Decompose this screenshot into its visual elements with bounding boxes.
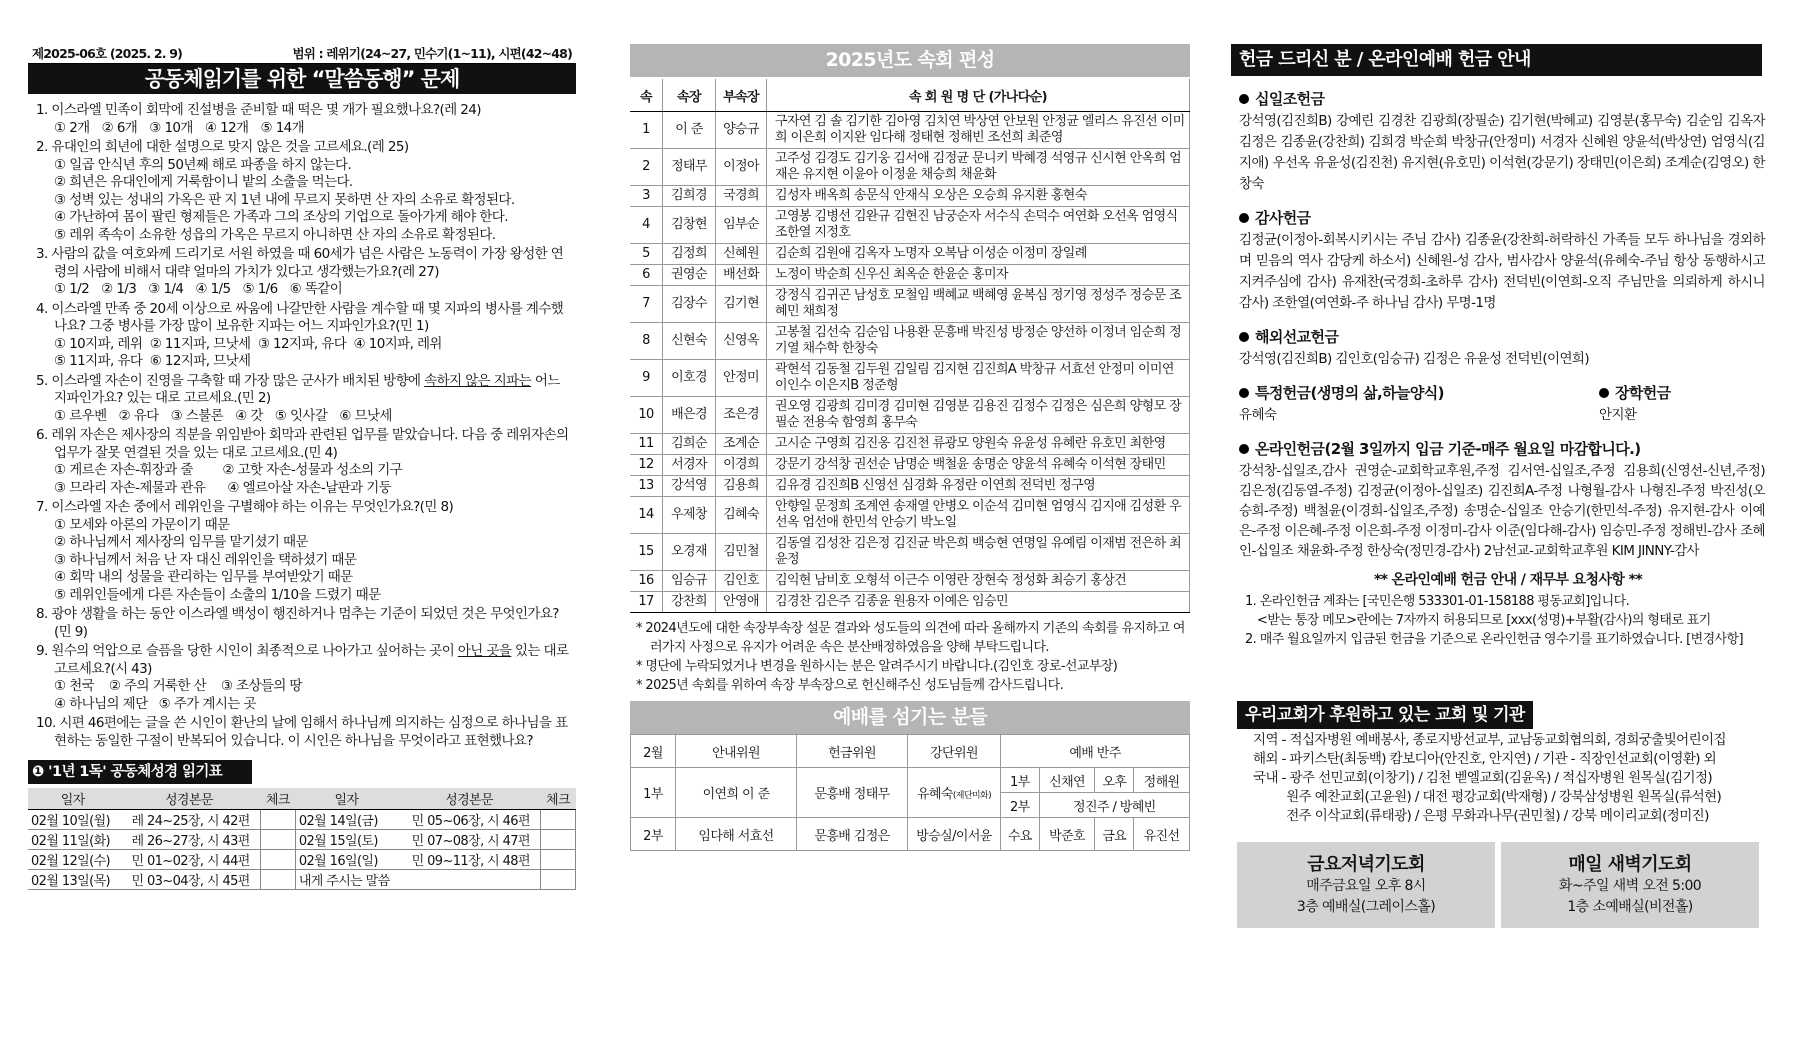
schedule-cell: 02월 16일(일)	[295, 850, 397, 870]
support-line: 원주 예찬교회(고윤원) / 대전 평강교회(박재형) / 강북삼성병원 원목실(류석현)	[1253, 789, 1722, 805]
answer-option: ② 유다	[118, 407, 159, 424]
worship-title: 예배를 섬기는 분들	[630, 701, 1190, 734]
sokhoe-cell: 17	[630, 592, 663, 613]
schedule-header-cell: 체크	[541, 788, 576, 810]
schedule-header-cell: 일자	[28, 788, 117, 810]
sokhoe-cell: 고봉철 김선숙 김순임 나용환 문흥배 박진성 방정순 양선하 이정녀 임순희 정기열 채수학 한창숙	[767, 323, 1190, 360]
note-line: * 2024년도에 대한 속장부속장 설문 결과와 성도들의 의견에 따라 올해까지 기존의 속회를 유지하고 여러가지 사정으로 유지가 어려운 속은 분산배정하였음을 양해 부탁드립니다.	[636, 621, 1185, 655]
band-r3-c4: 유진선	[1134, 818, 1190, 851]
sokhoe-row	[630, 571, 1190, 592]
sokhoe-row	[630, 265, 1190, 286]
note-line: * 명단에 누락되었거나 변경을 원하시는 분은 알려주시기 바랍니다.(김인호 장로-선교부장)	[636, 659, 1118, 674]
friday-prayer-time: 매주금요일 오후 8시	[1306, 878, 1426, 894]
band-r1-c2: 신채연	[1039, 768, 1095, 793]
support-title: 우리교회가 후원하고 있는 교회 및 기관	[1237, 701, 1533, 729]
offering-section-title-text: 감사헌금	[1255, 209, 1311, 227]
sokhoe-row	[630, 286, 1190, 323]
answer-line: ⑤ 레위 족속이 소유한 성읍의 가옥은 무르지 아니하면 산 자의 소유로 확정된다.	[54, 226, 496, 243]
support-line: 전주 이삭교회(류태광) / 은평 무화과나무(권민철) / 강북 메이리교회(정미진)	[1253, 808, 1709, 824]
offering-section-body: 김정균(이정아-회복시키시는 주님 감사) 김종윤(강찬희-허락하신 가족들 모두 하나님을 경외하며 믿음의 역사 감당케 하소서) 신혜원-성 감사, 범사감사 양윤석(유혜숙-주님 항상 동행하시고 지켜주심에 감사) 유재찬(국경희-초하루 감사) 전덕빈(이연희-오직 주님만을 의뢰하게 하시니 감사) 조한열(여연화-주 하나님 감사) 무명-1명	[1239, 232, 1765, 311]
friday-prayer-box	[1237, 842, 1495, 928]
bullet-icon	[1239, 332, 1249, 342]
schedule-cell: 민 09~11장, 시 48편	[398, 850, 541, 870]
sokhoe-cell: 안정미	[716, 360, 767, 397]
sokhoe-cell: 안향일 문정희 조계연 송재열 안병오 이순석 김미현 엄영식 김지애 김성환 우선옥 엄선애 한민석 안승기 박노일	[767, 497, 1190, 534]
schedule-cell: 내게 주시는 말씀	[295, 870, 397, 890]
altar-service-1	[908, 768, 1001, 818]
sokhoe-row	[630, 112, 1190, 149]
sokhoe-row	[630, 592, 1190, 613]
question-text-part: 있는 대로 고르세요?(시 43)	[54, 643, 569, 677]
sokhoe-cell: 조은경	[716, 397, 767, 434]
scholarship-offering	[1591, 382, 1671, 426]
sokhoe-cell: 김정희	[663, 244, 716, 265]
sokhoe-cell: 조계순	[716, 434, 767, 455]
sokhoe-cell: 김동열 김성찬 김은정 김진균 박은희 백승현 연명일 유예림 이재범 전은하 최윤정	[767, 534, 1190, 571]
schedule-header-cell: 일자	[295, 788, 397, 810]
friday-prayer-place: 3층 예배실(그레이스홀)	[1296, 899, 1436, 915]
dawn-prayer-box	[1501, 842, 1759, 928]
sokhoe-row	[630, 149, 1190, 186]
answer-option: ① 1/2	[54, 281, 90, 297]
worship-service-2: 2부	[631, 818, 676, 851]
answer-line: ① 일곱 안식년 후의 50년째 해로 파종을 하지 않는다.	[54, 156, 352, 173]
online-offering-body: 강석창-십일조,감사 권영순-교회학교후원,주정 김서연-십일조,주정 김용희(신영선-신년,주정) 김은정(김동열-주정) 김정균(이정아-십일조) 김진희A-주정 나형월-감사 나형진-주정 박진성(오승희-주정) 백철윤(이경희-십일조,주정) 송명순-십일조 안승기(한민석-주정) 유지현-감사 이예은-주정 이은혜-주정 이은희-주정 이정미-감사 이준(임다해-감사) 임승민-주정 정해빈-감사 조혜인-십일조 채윤화-주정 한상숙(정민경-감사) 2남선교-교회학교후원 KIM JINNY-감사	[1239, 463, 1765, 559]
sokhoe-cell: 김경찬 김은주 김종윤 원용자 이예은 임승민	[767, 592, 1190, 613]
sokhoe-row	[630, 207, 1190, 244]
bullet-icon	[1599, 388, 1609, 398]
question-text-underlined: 속하지 않은 지파는	[424, 372, 532, 389]
prayer-boxes	[1237, 842, 1771, 928]
bullet-icon	[1239, 388, 1249, 398]
altar-name: 유혜숙	[916, 787, 953, 802]
question	[36, 606, 572, 641]
question-text: 4. 이스라엘 만족 중 20세 이상으로 싸움에 나갈만한 사람을 계수할 때 몇 지파의 병사를 계수했나요? 그중 병사를 가장 많이 보유한 지파는 어느 지파인가요?(민 1)	[36, 300, 564, 334]
answer-option: ③ 10개	[149, 119, 193, 136]
answer-line: ① 게르손 자손-휘장과 줄 ② 고핫 자손-성물과 성소의 기구	[54, 462, 403, 478]
schedule-cell: 02월 14일(금)	[295, 810, 397, 830]
question	[36, 427, 572, 497]
schedule-header-cell: 성경본문	[398, 788, 541, 810]
offering-section-body: 강석영(김진희B) 김인호(임승규) 김정은 유윤성 전덕빈(이연희)	[1239, 351, 1590, 367]
answer-option: ② 6개	[101, 119, 138, 136]
sokhoe-cell: 김유경 김진희B 신영선 심경화 유정란 이연희 전덕빈 정구영	[767, 476, 1190, 497]
sokhoe-cell: 권오영 김광희 김미경 김미현 김영분 김용진 김정수 김정은 심은희 양형모 장필순 전용숙 함영희 홍무숙	[767, 397, 1190, 434]
question-text: 2. 유대인의 희년에 대한 설명으로 맞지 않은 것을 고르세요.(레 25)	[36, 139, 409, 155]
sokhoe-title: 2025년도 속회 편성	[630, 44, 1190, 77]
answer-option: ⑥ 똑같이	[289, 281, 343, 297]
band-r3-c3: 금요	[1095, 818, 1134, 851]
online-notice	[1231, 571, 1771, 649]
answer-line: ① 모세와 아론의 가문이기 때문	[54, 516, 230, 533]
offering-column	[1231, 44, 1771, 928]
sokhoe-cell: 양승규	[716, 112, 767, 149]
offering-section-title-text: 해외선교헌금	[1255, 328, 1339, 346]
sokhoe-header-cell: 부속장	[716, 79, 767, 112]
sokhoe-row	[630, 244, 1190, 265]
worship-header-band: 예배 반주	[1001, 735, 1190, 768]
schedule-header-cell: 체크	[260, 788, 295, 810]
sokhoe-cell: 6	[630, 265, 663, 286]
question-text: 3. 사람의 값을 여호와께 드리기로 서원 하였을 때 60세가 넘은 사람은 노동력이 가장 왕성한 연령의 사람에 비해서 대략 얼마의 가치가 있다고 생각했는가요?(레 27)	[36, 246, 564, 280]
issue-number: 제2025-06호 (2025. 2. 9)	[32, 46, 183, 61]
schedule-header-row	[28, 788, 576, 810]
schedule-cell: 02월 11일(화)	[28, 830, 117, 850]
sokhoe-cell: 안영애	[716, 592, 767, 613]
schedule-row	[28, 850, 576, 870]
sokhoe-cell: 14	[630, 497, 663, 534]
answer-line: ② 하나님께서 제사장의 임무를 맡기셨기 때문	[54, 534, 308, 550]
sokhoe-cell: 이경희	[716, 455, 767, 476]
schedule-cell: 02월 15일(토)	[295, 830, 397, 850]
schedule-cell: 레 24~25장, 시 42편	[117, 810, 260, 830]
special-offering-title-text: 특정헌금(생명의 삶,하늘양식)	[1255, 384, 1444, 402]
offering-service-1: 문흥배 정태무	[797, 768, 908, 818]
sokhoe-cell: 8	[630, 323, 663, 360]
question	[36, 373, 572, 426]
sokhoe-cell: 10	[630, 397, 663, 434]
sokhoe-row	[630, 455, 1190, 476]
special-offering	[1231, 382, 1591, 426]
altar-service-2: 방승실/이서윤	[908, 818, 1001, 851]
sokhoe-header-row	[630, 79, 1190, 112]
sokhoe-cell: 이호경	[663, 360, 716, 397]
band-r1-c3: 오후	[1095, 768, 1134, 793]
schedule-cell	[260, 830, 295, 850]
answer-option: ③ 1/4	[148, 281, 184, 297]
answer-line: ① 천국 ② 주의 거룩한 산 ③ 조상들의 땅	[54, 678, 302, 694]
worship-table	[630, 734, 1190, 851]
schedule-cell	[260, 870, 295, 890]
schedule-cell	[541, 870, 576, 890]
schedule-row	[28, 810, 576, 830]
scholarship-title	[1599, 382, 1671, 403]
answer-option: ① 2개	[54, 119, 90, 136]
worship-header-row	[631, 735, 1190, 768]
answer-options	[36, 281, 572, 299]
schedule-cell: 민 07~08장, 시 47편	[398, 830, 541, 850]
sokhoe-cell: 7	[630, 286, 663, 323]
sokhoe-row	[630, 434, 1190, 455]
reading-schedule-table	[28, 788, 576, 890]
guide-service-2: 임다해 서효선	[676, 818, 797, 851]
bullet-icon	[1239, 94, 1249, 104]
question-text: 10. 시편 46편에는 글을 쓴 시인이 환난의 날에 임해서 하나님께 의지하는 심정으로 하나님을 표현하는 동일한 구절이 반복되어 있습니다. 이 시인은 하나님을 무엇이라고 표현했나요?	[36, 715, 568, 749]
band-r1-c1: 1부	[1001, 768, 1040, 793]
sokhoe-row	[630, 360, 1190, 397]
answer-line: ④ 하나님의 제단 ⑤ 주가 계시는 곳	[54, 695, 256, 712]
sokhoe-column	[630, 44, 1190, 851]
sokhoe-cell: 김민철	[716, 534, 767, 571]
sokhoe-cell: 15	[630, 534, 663, 571]
worship-header-month: 2월	[631, 735, 676, 768]
answer-line: ① 10지파, 레위 ② 11지파, 므낫세 ③ 12지파, 유다 ④ 10지파, 레위	[54, 335, 442, 352]
question	[36, 246, 572, 299]
schedule-cell: 02월 10일(월)	[28, 810, 117, 830]
sokhoe-cell: 구자연 김 솔 김기한 김아영 김치연 박상연 안보원 안정균 엘리스 유진선 이미희 이은희 이지완 임다해 정태현 정해빈 조선희 최준영	[767, 112, 1190, 149]
online-notice-title: ** 온라인예배 헌금 안내 / 재무부 요청사항 **	[1373, 572, 1643, 588]
bullet-icon	[1239, 444, 1249, 454]
answer-option: ⑤ 잇사갈	[274, 407, 328, 424]
band-r3-c1: 수요	[1001, 818, 1040, 851]
reading-scope: 범위 : 레위기(24~27, 민수기(1~11), 시편(42~48)	[292, 46, 572, 61]
question-text-part: 9. 원수의 억압으로 슬픔을 당한 시인이 최종적으로 나아가고 싶어하는 곳이	[36, 643, 458, 659]
offering-section	[1231, 326, 1771, 370]
sokhoe-cell: 오경재	[663, 534, 716, 571]
question-text: 7. 이스라엘 자손 중에서 레위인을 구별해야 하는 이유는 무엇인가요?(민 8)	[36, 499, 454, 515]
question-text: 8. 광야 생활을 하는 동안 이스라엘 백성이 행진하거나 멈추는 기준이 되었던 것은 무엇인가요?(민 9)	[36, 606, 559, 640]
sokhoe-cell: 3	[630, 186, 663, 207]
schedule-title-text: '1년 1독' 공동체성경 읽기표	[48, 764, 223, 780]
sokhoe-cell: 강찬희	[663, 592, 716, 613]
sokhoe-notes	[630, 619, 1190, 695]
question	[36, 643, 572, 713]
support-list	[1231, 731, 1771, 826]
sokhoe-cell: 김순희 김원애 김옥자 노명자 오복남 이성순 이정미 장일례	[767, 244, 1190, 265]
quiz-column	[28, 44, 576, 890]
schedule-cell	[398, 870, 541, 890]
question-text	[36, 643, 572, 678]
schedule-cell	[260, 850, 295, 870]
support-line: 해외 - 파키스탄(최동백) 캄보디아(안진호, 안지연) / 기관 - 직장인선교회(이영환) 외	[1253, 751, 1717, 767]
sokhoe-cell: 2	[630, 149, 663, 186]
schedule-cell	[541, 850, 576, 870]
sokhoe-cell: 노정이 박순희 신우신 최옥순 한윤순 홍미자	[767, 265, 1190, 286]
sokhoe-cell: 고시순 구영희 김진옹 김진천 류광모 양원숙 유윤성 유혜란 유호민 최한영	[767, 434, 1190, 455]
question	[36, 499, 572, 604]
schedule-cell	[541, 830, 576, 850]
schedule-cell	[260, 810, 295, 830]
scholarship-title-text: 장학헌금	[1615, 384, 1671, 402]
sokhoe-cell: 정태무	[663, 149, 716, 186]
question-list	[28, 102, 576, 750]
notice-line: <받는 통장 메모>란에는 7자까지 허용되므로 [xxx(성명)+부활(감사)의 형태로 표기	[1257, 613, 1711, 628]
sokhoe-cell: 김기현	[716, 286, 767, 323]
note-line: * 2025년 속회를 위하여 속장 부속장으로 헌신해주신 성도님들께 감사드립니다.	[636, 678, 1064, 693]
sokhoe-cell: 국경희	[716, 186, 767, 207]
answer-line: ③ 므라리 자손-제물과 관유 ④ 엘르아살 자손-날판과 기둥	[54, 479, 392, 496]
dawn-prayer-place: 1층 소예배실(비전홀)	[1567, 899, 1693, 915]
sokhoe-cell: 김혜숙	[716, 497, 767, 534]
worship-row-1	[631, 768, 1190, 793]
altar-note: (제단미화)	[952, 791, 992, 801]
notice-line: 1. 온라인헌금 계좌는 [국민은행 533301-01-158188 평동교회]입니다.	[1245, 594, 1630, 609]
sokhoe-cell: 고영봉 김병선 김완규 김현진 남궁순자 서수식 손덕수 여연화 오선옥 엄영식 조한열 지정호	[767, 207, 1190, 244]
sokhoe-cell: 9	[630, 360, 663, 397]
sokhoe-cell: 서경자	[663, 455, 716, 476]
sokhoe-cell: 김희경	[663, 186, 716, 207]
sokhoe-header-cell: 속	[630, 79, 663, 112]
worship-service-1: 1부	[631, 768, 676, 818]
answer-option: ③ 스불론	[170, 407, 224, 424]
support-line: 국내 - 광주 선민교회(이창기) / 김천 벧엘교회(김윤옥) / 적십자병원 원목실(김기정)	[1253, 770, 1713, 786]
bullet-icon	[1239, 213, 1249, 223]
sokhoe-cell: 1	[630, 112, 663, 149]
question-text	[36, 373, 572, 408]
answer-option: ④ 1/5	[195, 281, 231, 297]
sokhoe-cell: 배은경	[663, 397, 716, 434]
question-text: 1. 이스라엘 민족이 회막에 진설병을 준비할 때 떡은 몇 개가 필요했나요?(레 24)	[36, 102, 481, 118]
sokhoe-cell: 12	[630, 455, 663, 476]
schedule-cell: 민 05~06장, 시 46편	[398, 810, 541, 830]
answer-option: ⑥ 므낫세	[339, 407, 392, 424]
sokhoe-cell: 강문기 강석창 권선순 남명순 백철윤 송명순 양윤석 유혜숙 이석현 장태민	[767, 455, 1190, 476]
issue-header	[28, 44, 576, 64]
offering-service-2: 문흥배 김정은	[797, 818, 908, 851]
offering-sections	[1231, 88, 1771, 370]
schedule-cell: 02월 12일(수)	[28, 850, 117, 870]
sokhoe-cell: 김창현	[663, 207, 716, 244]
answer-option: ⑤ 1/6	[242, 281, 278, 297]
worship-header-offering: 헌금위원	[797, 735, 908, 768]
sokhoe-row	[630, 323, 1190, 360]
schedule-title	[28, 760, 252, 784]
sokhoe-cell: 김익현 남비호 오형석 이근수 이영란 장현숙 정성화 최승기 홍상건	[767, 571, 1190, 592]
sokhoe-header-cell: 속 회 원 명 단 (가나다순)	[767, 79, 1190, 112]
sokhoe-row	[630, 497, 1190, 534]
sokhoe-cell: 김희순	[663, 434, 716, 455]
answer-line: ⑤ 레위인들에게 다른 자손들이 소출의 1/10을 드렸기 때문	[54, 586, 381, 603]
support-line: 지역 - 적십자병원 예배봉사, 종로지방선교부, 교남동교회협의회, 경희궁출빛어린이집	[1253, 732, 1726, 748]
sokhoe-cell: 배선화	[716, 265, 767, 286]
sokhoe-cell: 16	[630, 571, 663, 592]
offering-section	[1231, 207, 1771, 314]
sokhoe-row	[630, 476, 1190, 497]
offering-section-title	[1239, 207, 1771, 228]
sokhoe-cell: 우제창	[663, 497, 716, 534]
sokhoe-cell: 강석영	[663, 476, 716, 497]
sokhoe-cell: 고주성 김경도 김기웅 김서애 김정균 문니키 박혜경 석영규 신시현 안옥희 엄재은 유지현 이윤아 이정윤 채승희 채윤화	[767, 149, 1190, 186]
schedule-header-cell: 성경본문	[117, 788, 260, 810]
sokhoe-cell: 김장수	[663, 286, 716, 323]
sokhoe-cell: 임부순	[716, 207, 767, 244]
offering-section-title	[1239, 326, 1771, 347]
band-r3-c2: 박준호	[1039, 818, 1095, 851]
special-offering-body: 유혜숙	[1239, 407, 1277, 423]
offering-section-body: 강석영(김진희B) 강예린 김경찬 김광희(장필순) 김기현(박혜교) 김영분(홍무숙) 김순임 김옥자 김정은 김종윤(강찬희) 김희경 박순희 박창규(안정미) 서경자 신혜원 양윤석(박상연) 엄영식(김지애) 우선옥 유윤성(김진천) 유지현(유호민) 이석현(강문기) 장태민(이은희) 조계순(김영오) 한창숙	[1239, 113, 1765, 192]
guide-service-1: 이연희 이 준	[676, 768, 797, 818]
schedule-row	[28, 870, 576, 890]
answer-option: ④ 12개	[204, 119, 249, 136]
answer-line: ② 희년은 유대인에게 거룩함이니 밭의 소출을 먹는다.	[54, 174, 353, 190]
answer-line: ④ 회막 내의 성물을 관리하는 임무를 부여받았기 때문	[54, 569, 353, 585]
sokhoe-table	[630, 79, 1190, 613]
friday-prayer-title: 금요저녁기도회	[1307, 854, 1425, 875]
question-text-part: 5. 이스라엘 자손이 진영을 구축할 때 가장 많은 군사가 배치된 방향에	[36, 372, 425, 389]
band-r2-label: 2부	[1001, 793, 1040, 818]
dot-icon: ❶	[32, 764, 49, 780]
scholarship-body: 안지환	[1599, 407, 1637, 423]
answer-option: ⑤ 14개	[260, 119, 305, 136]
sokhoe-cell: 곽현석 김동철 김두원 김일림 김지현 김진희A 박창규 서효선 안정미 이미연 이인수 이은지B 정준형	[767, 360, 1190, 397]
sokhoe-cell: 이 준	[663, 112, 716, 149]
schedule-cell: 민 01~02장, 시 44편	[117, 850, 260, 870]
special-offering-row	[1231, 382, 1771, 426]
offering-section	[1231, 88, 1771, 195]
answer-option: ① 르우벤	[54, 407, 107, 424]
dawn-prayer-time: 화~주일 새벽 오전 5:00	[1558, 878, 1702, 894]
online-offering	[1231, 438, 1771, 561]
answer-option: ④ 갓	[235, 407, 263, 424]
notice-line: 2. 매주 월요일까지 입금된 헌금을 기준으로 온라인헌금 영수기를 표기하였습니다. [변경사항]	[1245, 632, 1743, 647]
offering-title: 헌금 드리신 분 / 온라인예배 헌금 안내	[1231, 44, 1762, 76]
sokhoe-cell: 4	[630, 207, 663, 244]
schedule-row	[28, 830, 576, 850]
sokhoe-cell: 권영순	[663, 265, 716, 286]
offering-section-title-text: 십일조헌금	[1255, 90, 1325, 108]
question-text-part: 어느 지파인가요? 있는 대로 고르세요.(민 2)	[54, 372, 560, 406]
sokhoe-header-cell: 속장	[663, 79, 716, 112]
offering-section-title	[1239, 88, 1771, 109]
answer-line: ④ 가난하여 몸이 팔린 형제들은 가족과 그의 조상의 기업으로 돌아가게 해야 한다.	[54, 209, 508, 225]
sokhoe-cell: 신혜원	[716, 244, 767, 265]
sokhoe-cell: 김성자 배옥희 송문식 안재식 오상은 오승희 유지환 홍현숙	[767, 186, 1190, 207]
sokhoe-cell: 임승규	[663, 571, 716, 592]
sokhoe-row	[630, 397, 1190, 434]
band-r1-c4: 정해원	[1134, 768, 1190, 793]
band-r2-value: 정진주 / 방혜빈	[1039, 793, 1189, 818]
sokhoe-row	[630, 186, 1190, 207]
online-offering-title	[1239, 438, 1771, 459]
question	[36, 715, 572, 750]
sokhoe-cell: 신현숙	[663, 323, 716, 360]
sokhoe-cell: 신영옥	[716, 323, 767, 360]
sokhoe-cell: 김용희	[716, 476, 767, 497]
sokhoe-cell: 강정식 김귀곤 남성호 모철임 백혜교 백혜영 윤복심 정기영 정성주 정승문 조혜민 채희정	[767, 286, 1190, 323]
sokhoe-cell: 13	[630, 476, 663, 497]
sokhoe-cell: 5	[630, 244, 663, 265]
question	[36, 139, 572, 244]
question-text: 6. 레위 자손은 제사장의 직분을 위임받아 회막과 관련된 업무를 맡았습니다. 다음 중 레위자손의 업무가 잘못 연결된 것을 있는 대로 고르세요.(민 4)	[36, 427, 569, 461]
question	[36, 102, 572, 137]
schedule-cell: 레 26~27장, 시 43편	[117, 830, 260, 850]
special-offering-title	[1239, 382, 1591, 403]
answer-line: ③ 하나님께서 처음 난 자 대신 레위인을 택하셨기 때문	[54, 551, 357, 568]
answer-line: ⑤ 11지파, 유다 ⑥ 12지파, 므낫세	[54, 353, 251, 369]
sokhoe-cell: 김인호	[716, 571, 767, 592]
question-text-underlined: 아닌 곳을	[457, 643, 512, 659]
quiz-title: 공동체읽기를 위한 “말씀동행” 문제	[28, 64, 576, 94]
answer-option: ② 1/3	[101, 281, 137, 297]
dawn-prayer-title: 매일 새벽기도회	[1568, 854, 1692, 875]
answer-options	[36, 408, 572, 426]
worship-header-guide: 안내위원	[676, 735, 797, 768]
sokhoe-row	[630, 534, 1190, 571]
question	[36, 301, 572, 371]
schedule-cell: 02월 13일(목)	[28, 870, 117, 890]
online-offering-title-text: 온라인헌금(2월 3일까지 입금 기준-매주 월요일 마감합니다.)	[1255, 440, 1641, 458]
answer-options	[36, 120, 572, 138]
sokhoe-cell: 11	[630, 434, 663, 455]
worship-header-altar: 강단위원	[908, 735, 1001, 768]
answer-line: ③ 성벽 있는 성내의 가옥은 판 지 1년 내에 무르지 못하면 산 자의 소유로 확정된다.	[54, 191, 515, 208]
schedule-cell: 민 03~04장, 시 45편	[117, 870, 260, 890]
sokhoe-cell: 이정아	[716, 149, 767, 186]
schedule-cell	[541, 810, 576, 830]
